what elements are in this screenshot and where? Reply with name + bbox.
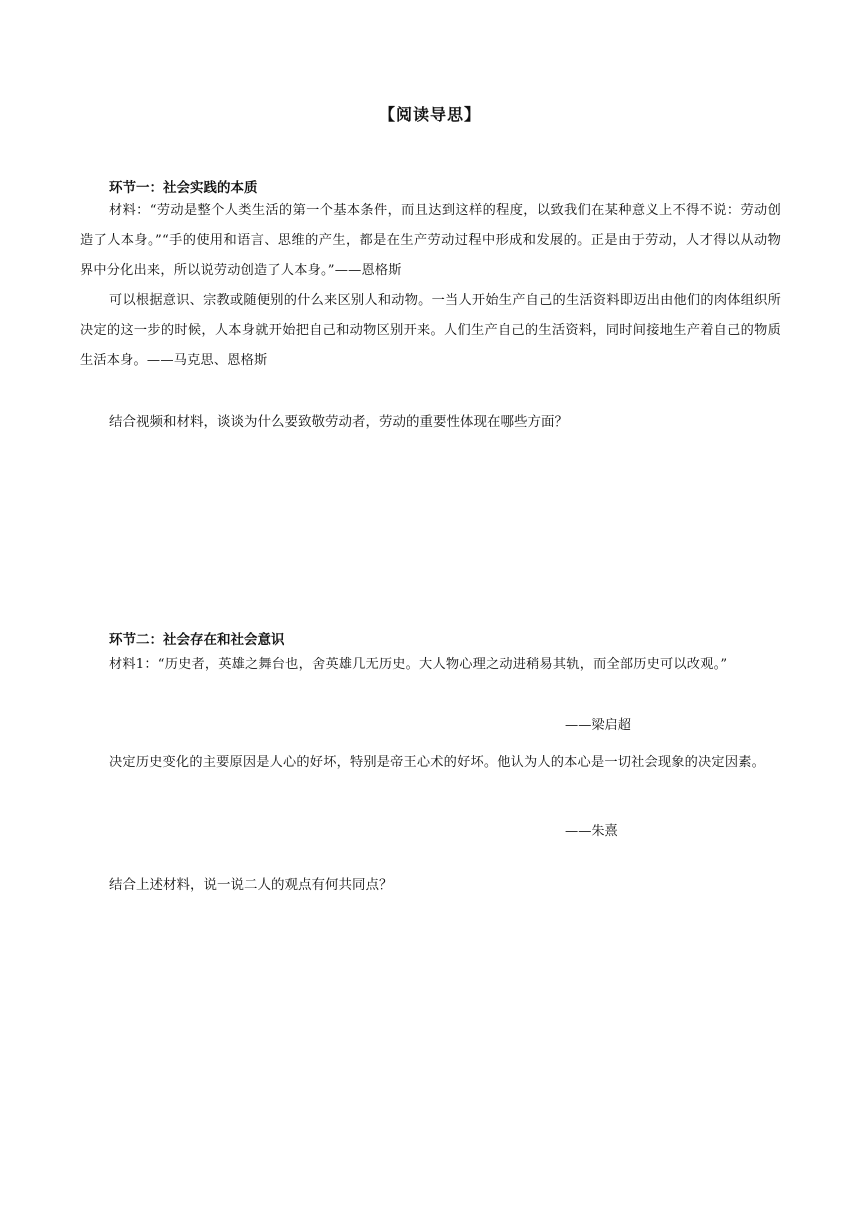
section1-material-paragraph-2: 可以根据意识、宗教或随便别的什么来区别人和动物。一当人开始生产自己的生活资料即迈出由他们的肉体组织所决定的这一步的时候，人本身就开始把自己和动物区别开来。人们生产自己的生活资料，同时间接地生产着自己的物质生活本身。——马克思、恩格斯 <box>80 293 781 368</box>
section2-material-1: 材料1：“历史者，英雄之舞台也，舍英雄几无历史。大人物心理之动进稍易其轨，而全部历史可以改观。” <box>109 657 728 672</box>
section1-material-paragraph-1: 材料：“劳动是整个人类生活的第一个基本条件，而且达到这样的程度，以致我们在某种意义上不得不说：劳动创造了人本身。”“手的使用和语言、思维的产生，都是在生产劳动过程中形成和发展的。正是由于劳动，人才得以从动物界中分化出来，所以说劳动创造了人本身。”——恩格斯 <box>80 203 781 278</box>
section2-material-2: 决定历史变化的主要原因是人心的好坏，特别是帝王心术的好坏。他认为人的本心是一切社会现象的决定因素。 <box>109 755 765 770</box>
section2-attribution-1: ——梁启超 <box>565 718 631 733</box>
section1-question: 结合视频和材料，谈谈为什么要致敬劳动者，劳动的重要性体现在哪些方面？ <box>109 414 568 430</box>
section1-heading: 环节一：社会实践的本质 <box>109 180 258 196</box>
page-title: 【阅读导思】 <box>378 105 481 124</box>
section2-attribution-2: ——朱熹 <box>565 824 618 839</box>
section2-question: 结合上述材料，说一说二人的观点有何共同点？ <box>109 877 393 893</box>
section2-heading: 环节二：社会存在和社会意识 <box>109 632 285 648</box>
